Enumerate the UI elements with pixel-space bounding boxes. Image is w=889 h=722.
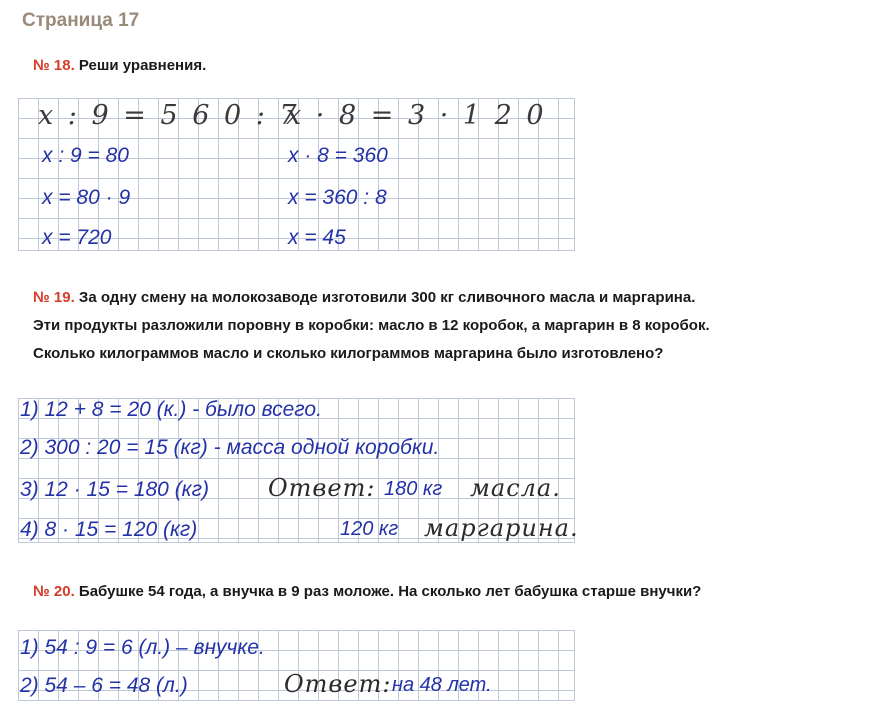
task-18-heading <box>33 52 206 80</box>
task-19-line-2: Эти продукты разложили поровну в коробки: масло в 12 коробок, а маргарин в 8 коробок. <box>33 317 710 334</box>
task-19-number: № 19. <box>33 289 75 306</box>
task-19-line-1: За одну смену на молокозаводе изготовили 300 кг сливочного масла и маргарина. <box>78 289 696 306</box>
page-title: Страница 17 <box>22 10 140 31</box>
task-18-right-step-1: x · 8 = 360 <box>288 144 388 167</box>
task-18-right-step-2: x = 360 : 8 <box>288 186 387 209</box>
task-18-left-step-2: x = 80 · 9 <box>42 186 131 209</box>
task-19-answer-2-word: маргарина. <box>424 514 579 542</box>
task-20-number: № 20. <box>33 583 75 600</box>
task-19-step-1: 1) 12 + 8 = 20 (к.) - было всего. <box>20 398 322 421</box>
task-20-answer-label: Ответ: <box>284 670 392 698</box>
task-18-right-equation: x · 8 = 3 · 1 2 0 <box>286 100 547 131</box>
task-19-answer-1-word: масла. <box>470 474 561 502</box>
task-19-step-2: 2) 300 : 20 = 15 (кг) - масса одной коробки. <box>20 436 440 459</box>
task-19-answer-2-value: 120 кг <box>340 518 399 540</box>
task-20-step-1: 1) 54 : 9 = 6 (л.) – внучке. <box>20 636 265 659</box>
task-20-step-2: 2) 54 – 6 = 48 (л.) <box>20 674 188 697</box>
task-20-text: Бабушке 54 года, а внучка в 9 раз моложе. На сколько лет бабушка старше внучки? <box>78 583 702 600</box>
task-18-left-step-3: x = 720 <box>42 226 112 249</box>
task-19-step-3: 3) 12 · 15 = 180 (кг) <box>20 478 209 501</box>
task-20-heading <box>33 578 701 606</box>
task-19-heading <box>33 284 710 368</box>
task-18-left-equation: x : 9 = 5 6 0 : 7 <box>38 100 300 131</box>
task-18-number: № 18. <box>33 57 75 74</box>
task-18-grid <box>18 98 575 251</box>
task-19-line-3: Сколько килограммов масло и сколько килограммов маргарина было изготовлено? <box>33 345 664 362</box>
task-18-text: Реши уравнения. <box>78 57 207 74</box>
task-19-answer-1-value: 180 кг <box>384 478 443 500</box>
task-19-step-4: 4) 8 · 15 = 120 (кг) <box>20 518 198 541</box>
task-19-grid <box>18 398 579 543</box>
task-19-answer-label: Ответ: <box>268 474 376 502</box>
task-18-left-step-1: x : 9 = 80 <box>42 144 129 167</box>
task-18-right-step-3: x = 45 <box>288 226 346 249</box>
task-20-answer-value: на 48 лет. <box>392 674 492 696</box>
task-20-grid <box>18 630 575 701</box>
